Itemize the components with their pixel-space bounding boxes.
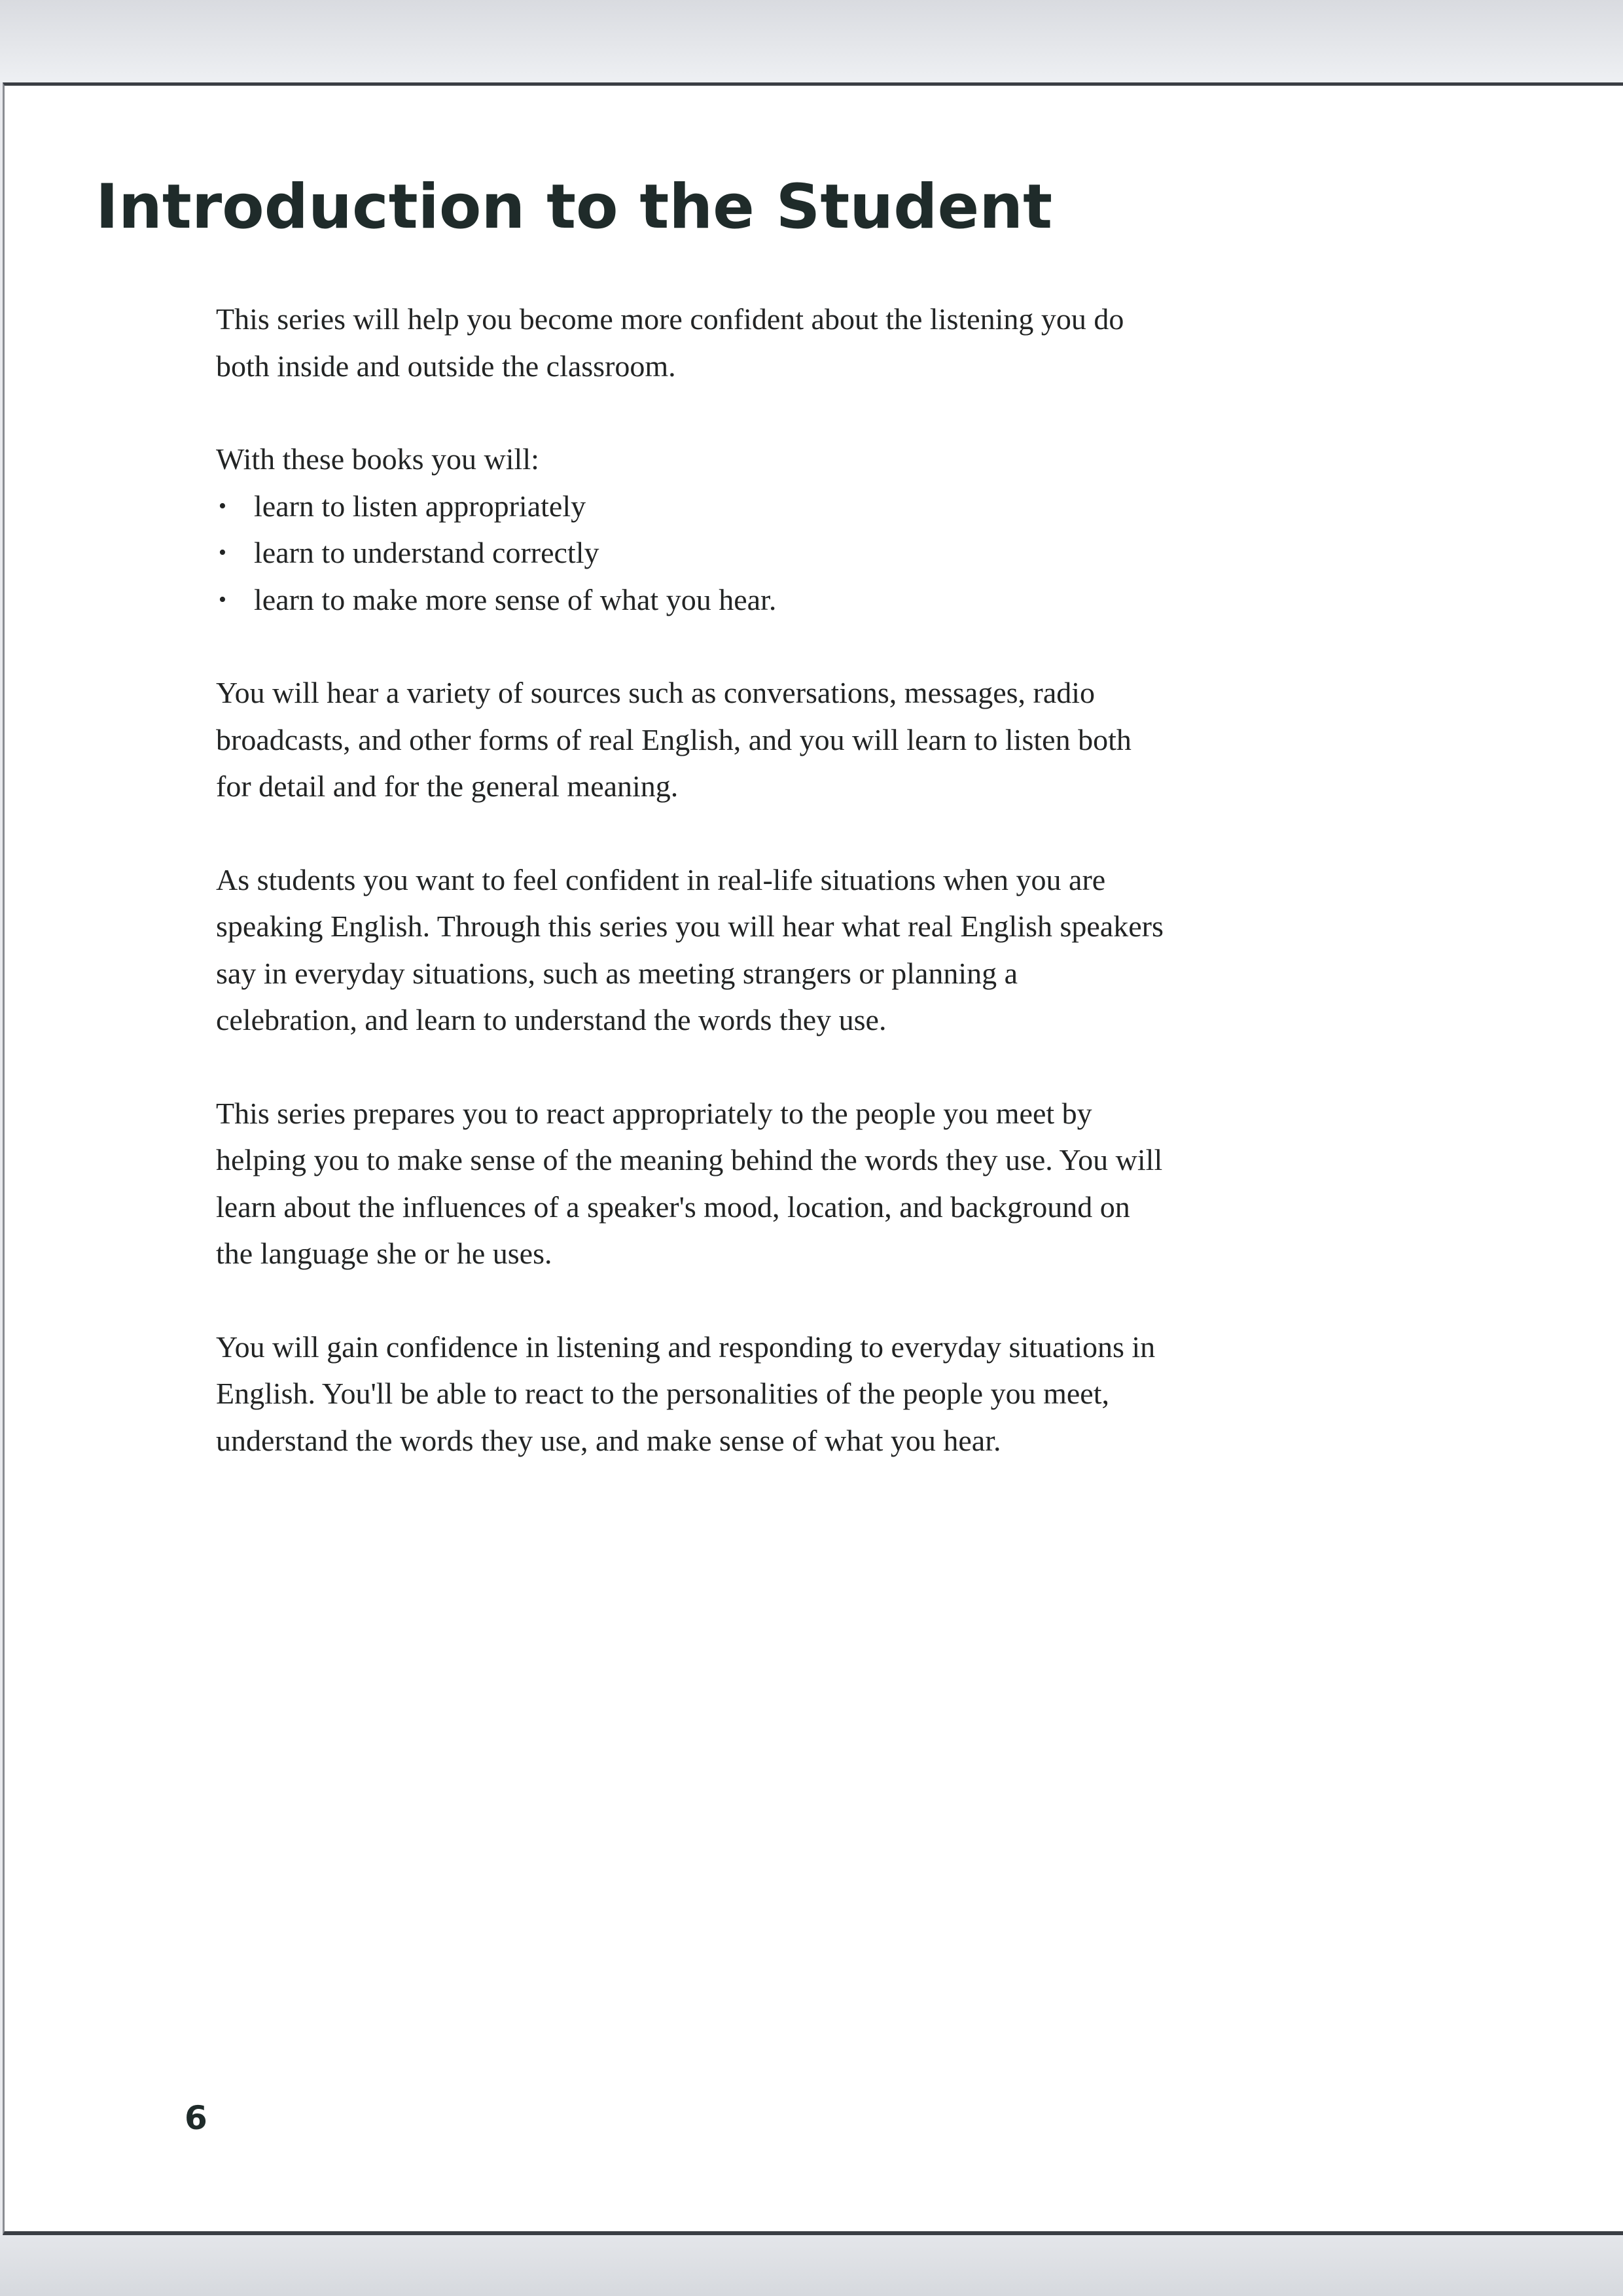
- list-item-text: learn to make more sense of what you hear.: [254, 582, 777, 616]
- list-item: [216, 529, 1165, 576]
- list-item: [216, 576, 1165, 624]
- bullet-icon: •: [219, 540, 226, 565]
- scan-bottom-margin: [0, 2235, 1623, 2296]
- list-intro: With these books you will:: [216, 442, 539, 476]
- list-item-text: learn to understand correctly: [254, 536, 599, 569]
- page-title: Introduction to the Student: [96, 171, 1053, 243]
- paragraph-intro: This series will help you become more confident about the listening you do both inside and outside the classroom.: [216, 302, 1124, 383]
- bullet-icon: •: [219, 493, 226, 518]
- page-number: 6: [185, 2099, 207, 2137]
- paragraph-react: This series prepares you to react appropriately to the people you meet by helping you to make sense of the meaning behind the words they use. You will learn about the influences of a speaker's mood, location, and background on the language she or he uses.: [216, 1096, 1163, 1270]
- body-text: [216, 296, 1165, 1510]
- scan-top-margin: [0, 0, 1623, 82]
- paragraph-sources: You will hear a variety of sources such as conversations, messages, radio broadcasts, and other forms of real English, and you will learn to listen both for detail and for the general meaning.: [216, 676, 1132, 803]
- bullet-icon: •: [219, 587, 226, 612]
- list-item-text: learn to listen appropriately: [254, 489, 586, 523]
- bullet-list: [216, 483, 1165, 624]
- list-item: [216, 483, 1165, 530]
- paragraph-confidence: As students you want to feel confident in real-life situations when you are speaking English. Through this series you will hear what real English speakers say in everyday situations, such as meeting strangers or planning a celebration, and learn to understand the words they use.: [216, 862, 1164, 1036]
- paragraph-conclusion: You will gain confidence in listening and responding to everyday situations in English. You'll be able to react to the personalities of the people you meet, understand the words they use, and make sense of what you hear.: [216, 1330, 1156, 1457]
